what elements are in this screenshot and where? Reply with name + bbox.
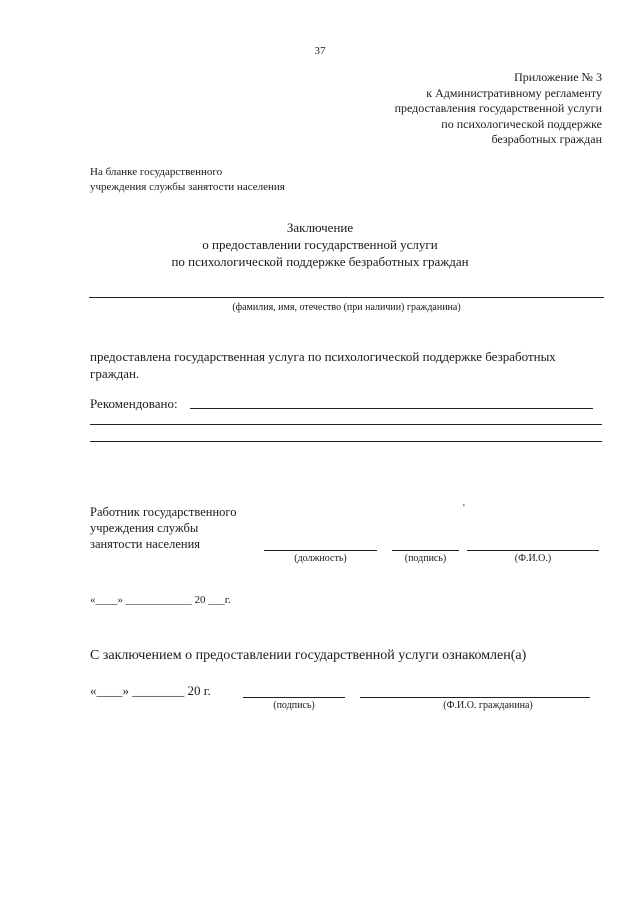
worker-line: Работник государственного <box>90 505 237 519</box>
citizen-signature-line <box>243 697 345 698</box>
name-caption: (Ф.И.О.) <box>514 553 552 564</box>
acknowledgement-text: С заключением о предоставлении государственной услуги ознакомлен(а) <box>90 648 527 663</box>
title-line: Заключение <box>286 220 354 235</box>
worker-line: учреждения службы <box>90 521 199 535</box>
appendix-line: безработных граждан <box>491 132 602 146</box>
page-number: 37 <box>314 45 326 57</box>
citizen-signature-caption: (подпись) <box>273 700 315 711</box>
appendix-line: к Административному регламенту <box>426 85 602 100</box>
recommended-fill-line <box>90 424 602 425</box>
worker-title <box>90 504 236 552</box>
recommended-label: Рекомендовано: <box>90 396 178 411</box>
citizen-name-line <box>89 297 604 298</box>
appendix-line: Приложение № 3 <box>514 70 602 84</box>
stray-mark: ' <box>463 503 465 514</box>
letterhead-line: На бланке государственного <box>90 166 223 178</box>
appendix-header <box>395 70 602 148</box>
citizen-name-caption-bottom: (Ф.И.О. гражданина) <box>443 700 533 711</box>
appendix-line: предоставления государственной услуги <box>394 101 602 115</box>
letterhead-note <box>90 165 285 195</box>
recommended-fill-line <box>190 408 593 409</box>
name-line <box>467 550 599 551</box>
citizen-name-caption: (фамилия, имя, отечество (при наличии) гражданина) <box>232 302 461 313</box>
position-line <box>264 550 377 551</box>
document-title <box>0 219 640 270</box>
issue-date-line: «____» ____________ 20 ___г. <box>90 594 231 606</box>
title-line: по психологической поддержке безработных граждан <box>171 254 469 269</box>
acknowledgement-date-line: «____» ________ 20 г. <box>90 683 211 698</box>
signature-caption: (подпись) <box>404 553 447 564</box>
position-caption: (должность) <box>294 553 347 564</box>
signature-line <box>392 550 459 551</box>
letterhead-line: учреждения службы занятости населения <box>90 181 285 193</box>
title-line: о предоставлении государственной услуги <box>202 237 438 252</box>
worker-line: занятости населения <box>90 537 201 551</box>
recommended-fill-line <box>90 441 602 442</box>
service-provided-text: предоставлена государственная услуга по психологической поддержке безработных граждан. <box>90 349 556 381</box>
citizen-name-line-bottom <box>360 697 590 698</box>
appendix-line: по психологической поддержке <box>441 116 602 131</box>
